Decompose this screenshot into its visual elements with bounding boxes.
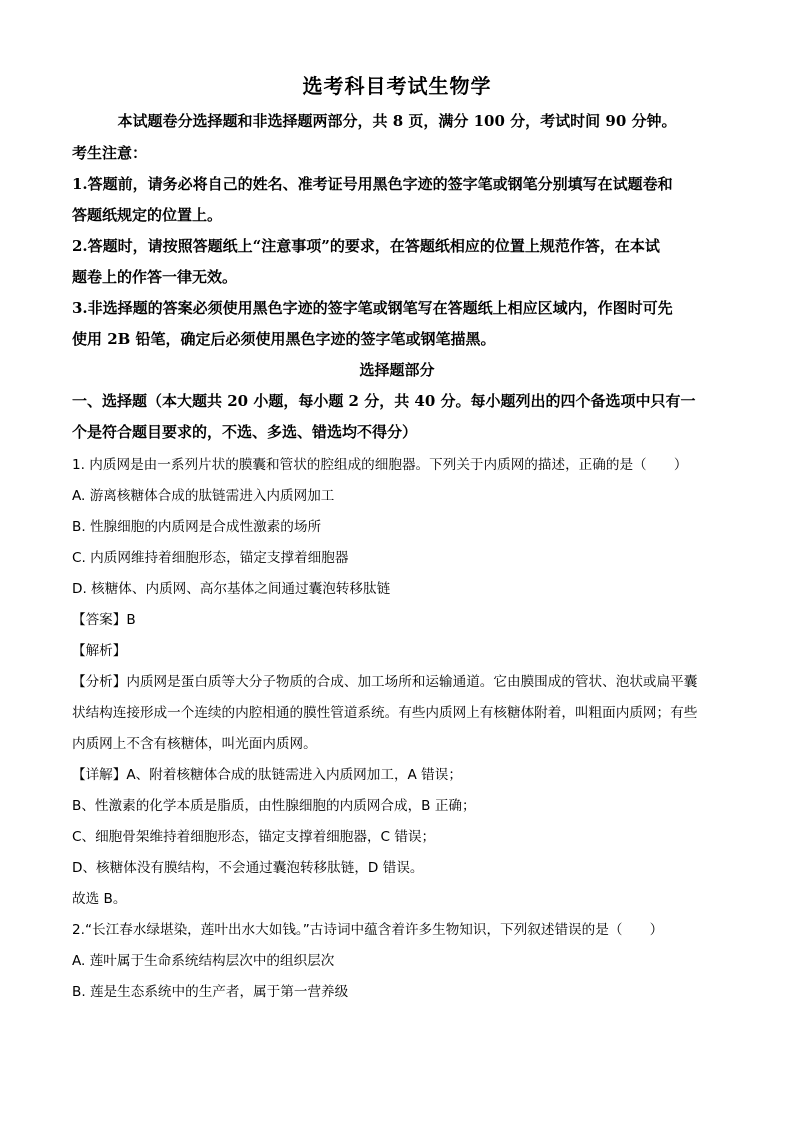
exam-info: 本试题卷分选择题和非选择题两部分，共 8 页，满分 100 分，考试时间 90 分钟。 [117,112,677,130]
page-title: 选考科目考试生物学 [302,74,492,98]
question-1-fenxi-line-2: 状结构连接形成一个连续的内腔相通的膜性管道系统。有些内质网上有核糖体附着，叫粗面内质网；有些 [72,705,698,721]
question-1-detail-b: B、性激素的化学本质是脂质，由性腺细胞的内质网合成，B 正确； [72,798,476,814]
question-2-option-a: A. 莲叶属于生命系统结构层次中的组织层次 [72,953,335,969]
notice-item-3-line-2: 使用 2B 铅笔，确定后必须使用黑色字迹的签字笔或钢笔描黑。 [72,330,496,348]
question-1-conclusion: 故选 B。 [72,891,127,907]
notice-item-1-line-2: 答题纸规定的位置上。 [72,206,223,224]
question-1-option-d: D. 核糖体、内质网、高尔基体之间通过囊泡转移肽链 [72,581,391,597]
question-1-detail-c: C、细胞骨架维持着细胞形态，锚定支撑着细胞器，C 错误； [72,829,436,845]
section-heading-line-1: 一、选择题（本大题共 20 小题，每小题 2 分，共 40 分。每小题列出的四个备选项中只有一 [72,392,696,410]
section-heading-line-2: 个是符合题目要求的，不选、多选、错选均不得分） [72,423,418,441]
question-1-detail-a: 【详解】A、附着核糖体合成的肽链需进入内质网加工，A 错误； [72,767,462,783]
question-1-option-a: A. 游离核糖体合成的肽链需进入内质网加工 [72,488,335,504]
notice-item-2-line-2: 题卷上的作答一律无效。 [72,268,238,286]
section-title: 选择题部分 [359,361,435,379]
question-1-stem: 1. 内质网是由一系列片状的膜囊和管状的腔组成的细胞器。下列关于内质网的描述，正确的是（ ） [72,457,688,473]
question-1-fenxi-line-3: 内质网上不含有核糖体，叫光面内质网。 [72,736,317,752]
notice-item-3-line-1: 3.非选择题的答案必须使用黑色字迹的签字笔或钢笔写在答题纸上相应区域内，作图时可先 [72,299,673,317]
notice-item-2-line-1: 2.答题时，请按照答题纸上“注意事项”的要求，在答题纸相应的位置上规范作答，在本试 [72,237,660,255]
question-2-stem: 2.“长江春水绿堪染，莲叶出水大如钱。”古诗词中蕴含着许多生物知识，下列叙述错误的是（ ） [72,922,664,938]
notice-item-1-line-1: 1.答题前，请务必将自己的姓名、准考证号用黑色字迹的签字笔或钢笔分别填写在试题卷和 [72,175,673,193]
question-1-analysis-label: 【解析】 [72,643,127,659]
question-1-answer: 【答案】B [72,612,136,628]
notice-heading: 考生注意： [72,144,148,162]
question-1-fenxi-line-1: 【分析】内质网是蛋白质等大分子物质的合成、加工场所和运输通道。它由膜围成的管状、泡状或扁平囊 [72,674,698,690]
question-1-option-c: C. 内质网维持着细胞形态，锚定支撑着细胞器 [72,550,349,566]
question-1-option-b: B. 性腺细胞的内质网是合成性激素的场所 [72,519,322,535]
question-1-detail-d: D、核糖体没有膜结构，不会通过囊泡转移肽链，D 错误。 [72,860,424,876]
question-2-option-b: B. 莲是生态系统中的生产者，属于第一营养级 [72,984,349,1000]
